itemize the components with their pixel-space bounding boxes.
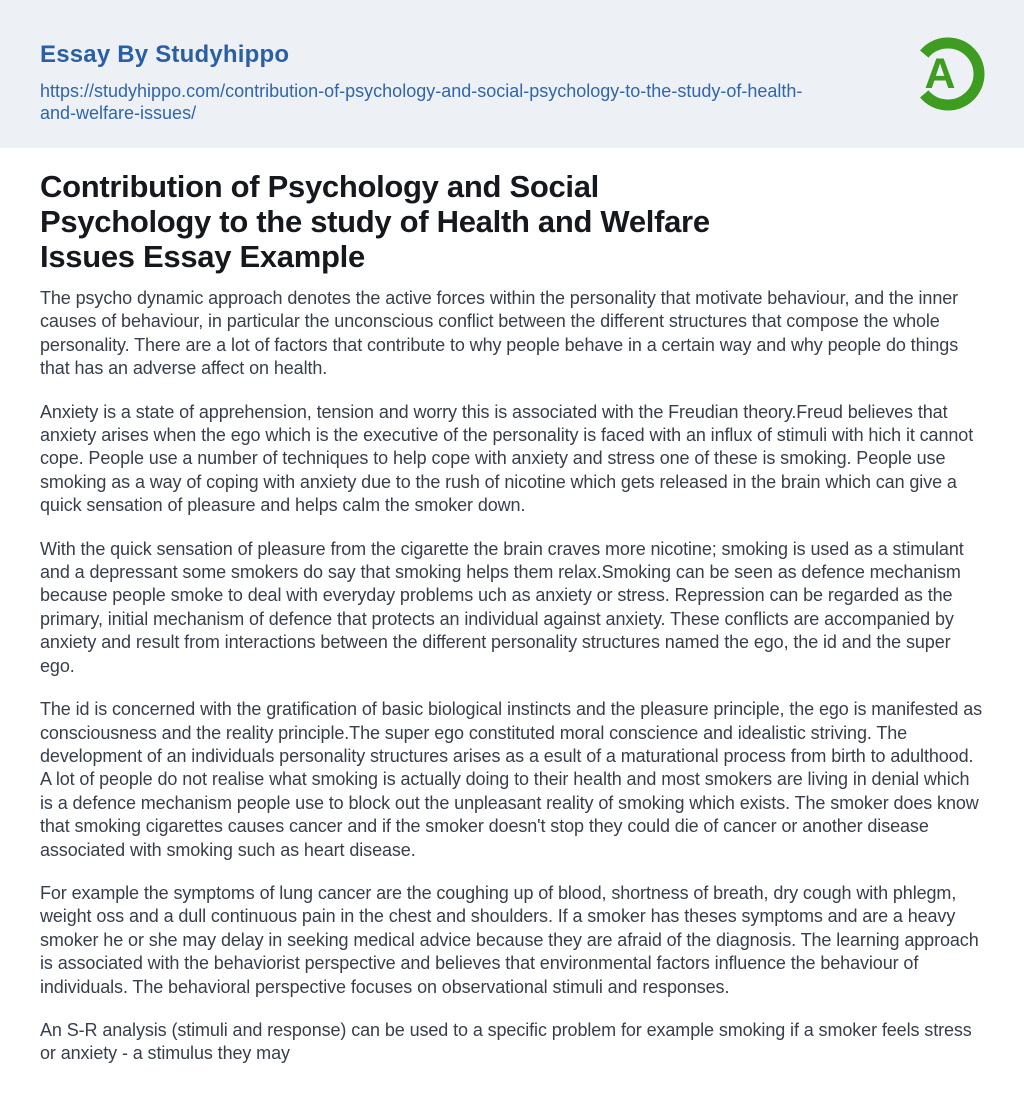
essay-paragraph-4: The id is concerned with the gratification of basic biological instincts and the pleasure principle, the ego is manifested as consciousness and the reality principle.The super ego constituted moral conscience and idealistic striving. The development of an individuals personality structures arises as a esult of a maturational process from birth to adulthood. A lot of people do not realise what smoking is actually doing to their health and most smokers are living in denial which is a defence mechanism people use to block out the unpleasant reality of smoking which exists. The smoker does know that smoking cigarettes causes cancer and if the smoker doesn't stop they could die of cancer or another disease associated with smoking such as heart disease. — [40, 699, 983, 860]
essay-title-line-1: Contribution of Psychology and Social — [40, 169, 599, 204]
logo-letter: A — [924, 50, 956, 98]
studyhippo-logo — [909, 35, 987, 113]
essay-title-line-2: Psychology to the study of Health and Welfare — [40, 204, 710, 239]
essay-paragraph-6: An S-R analysis (stimuli and response) can be used to a specific problem for example smoking if a smoker feels stress or anxiety - a stimulus they may — [40, 1019, 972, 1064]
essay-paragraph-3: With the quick sensation of pleasure from the cigarette the brain craves more nicotine; smoking is used as a stimulant and a depressant some smokers do say that smoking helps them relax.Smoking can be seen as defence mechanism because people smoke to deal with everyday problems uch as anxiety or stress. Repression can be regarded as the primary, initial mechanism of defence that protects an individual against anxiety. These conflicts are accompanied by anxiety and result from interactions between the different personality structures named the ego, the id and the super ego. — [40, 538, 964, 676]
essay-url-link[interactable]: https://studyhippo.com/contribution-of-psychology-and-social-psychology-to-the-study-of-health-and-welfare-issues/ — [40, 81, 803, 123]
header — [0, 0, 1024, 148]
site-title: Essay By Studyhippo — [40, 41, 290, 68]
essay-title-line-3: Issues Essay Example — [40, 239, 365, 274]
essay-paragraph-1: The psycho dynamic approach denotes the active forces within the personality that motivate behaviour, and the inner causes of behaviour, in particular the unconscious conflict between the different structures that compose the whole personality. There are a lot of factors that contribute to why people behave in a certain way and why people do things that has an adverse affect on health. — [40, 288, 959, 379]
essay-paragraph-2: Anxiety is a state of apprehension, tension and worry this is associated with the Freudian theory.Freud believes that anxiety arises when the ego which is the executive of the personality is faced with an influx of stimuli with hich it cannot cope. People use a number of techniques to help cope with anxiety and stress one of these is smoking. People use smoking as a way of coping with anxiety due to the rush of nicotine which gets released in the brain which can give a quick sensation of pleasure and helps calm the smoker down. — [40, 401, 974, 516]
essay-title — [40, 169, 985, 274]
logo-arc-icon — [909, 35, 987, 113]
header-text — [40, 40, 984, 124]
essay-content — [0, 169, 1024, 1066]
essay-paragraph-5: For example the symptoms of lung cancer are the coughing up of blood, shortness of breath, dry cough with phlegm, weight oss and a dull continuous pain in the chest and shoulders. If a smoker has theses symptoms and are a heavy smoker he or she may delay in seeking medical advice because they are afraid of the diagnosis. The learning approach is associated with the behaviorist perspective and believes that environmental factors influence the behaviour of individuals. The behavioral perspective focuses on observational stimuli and responses. — [40, 882, 979, 997]
